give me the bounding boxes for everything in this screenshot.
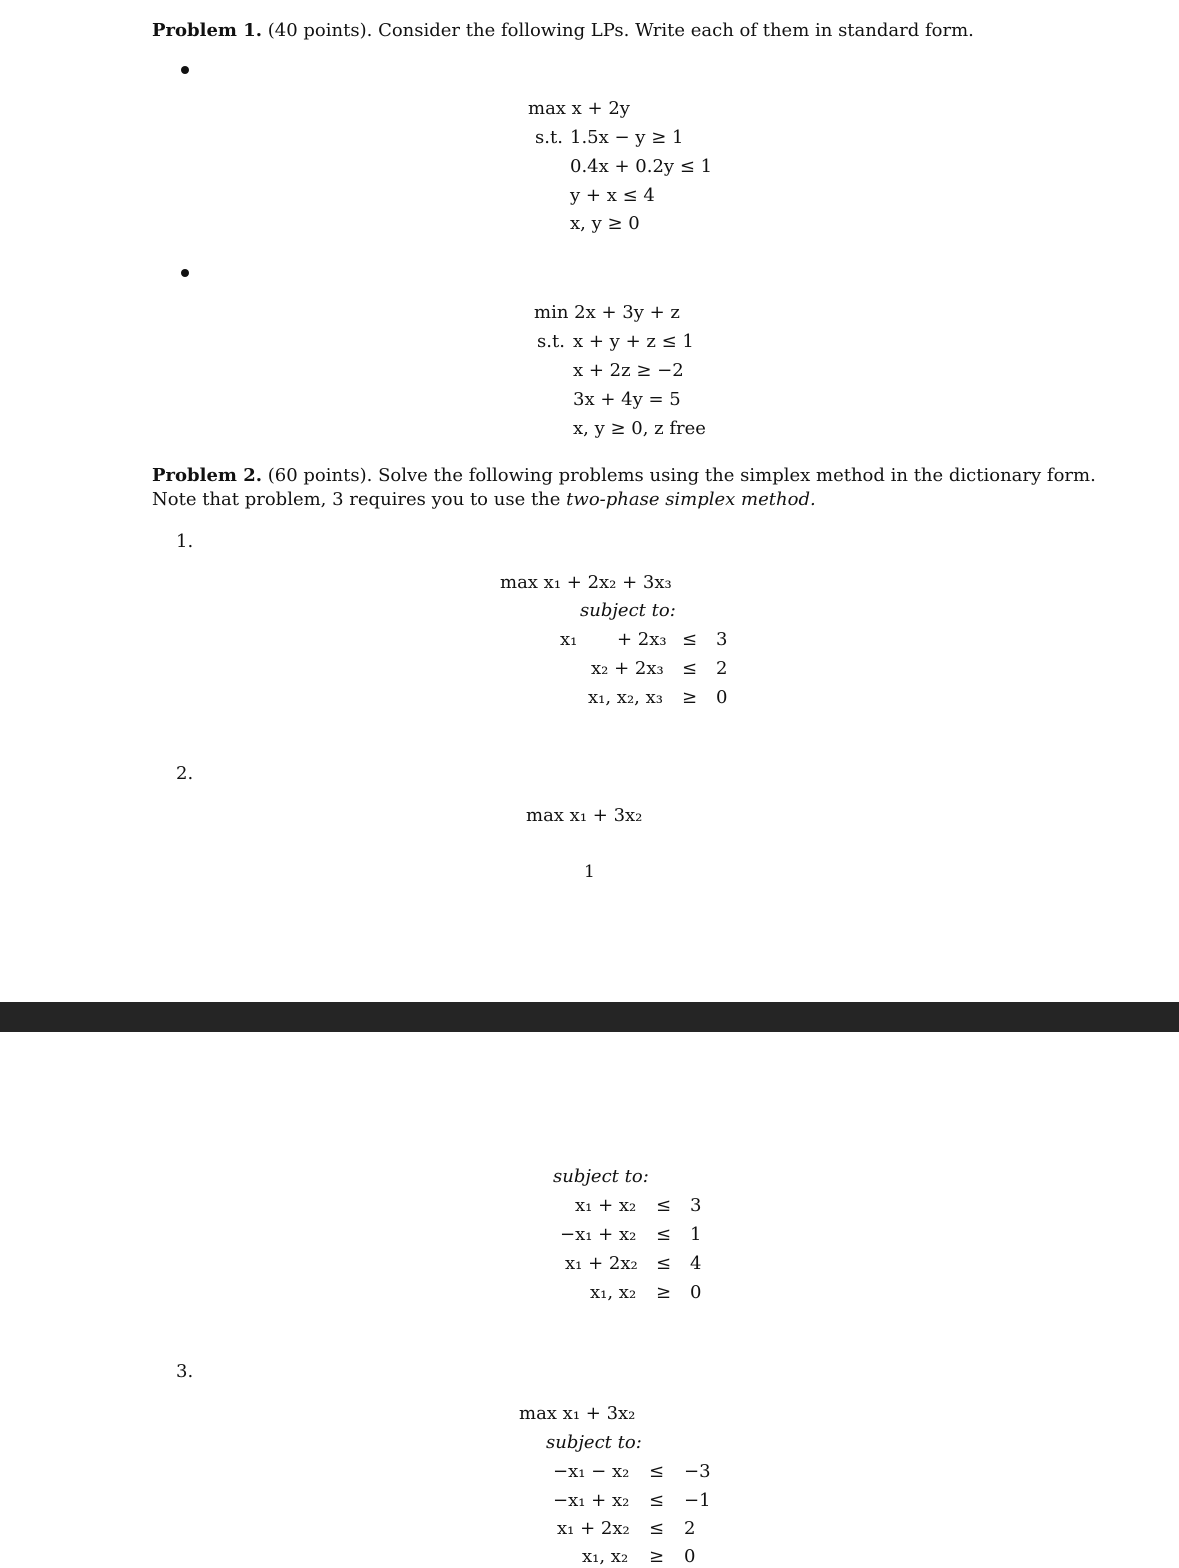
item1-row-rhs: 2 xyxy=(716,658,728,679)
lp-a-constraint: 0.4x + 0.2y ≤ 1 xyxy=(570,156,713,177)
item2-row-op: ≤ xyxy=(656,1224,672,1245)
item-number: 1. xyxy=(176,531,194,552)
bullet-icon xyxy=(181,269,189,277)
item2-row-rhs: 4 xyxy=(690,1253,702,1274)
problem2-note-emphasis: two-phase simplex method. xyxy=(566,489,816,510)
item-number: 2. xyxy=(176,763,194,784)
item3-row-op: ≤ xyxy=(649,1490,665,1511)
item2-row-rhs: 0 xyxy=(690,1282,702,1303)
item3-objective: max x₁ + 3x₂ xyxy=(519,1403,636,1424)
lp-b-st: s.t. xyxy=(537,331,565,352)
item3-row-rhs: 2 xyxy=(684,1518,696,1539)
bullet-icon xyxy=(181,66,189,74)
item1-row-lhs: + 2x₃ xyxy=(617,629,667,650)
problem2-note xyxy=(152,489,816,511)
item2-row-op: ≤ xyxy=(656,1253,672,1274)
lp-a-st: s.t. xyxy=(535,127,563,148)
item1-row-rhs: 3 xyxy=(716,629,728,650)
lp-b-constraint: 3x + 4y = 5 xyxy=(573,389,681,410)
item2-row-op: ≥ xyxy=(656,1282,672,1303)
item2-row-rhs: 3 xyxy=(690,1195,702,1216)
item1-row-x1: x₁ xyxy=(560,629,578,650)
item1-row-lhs: x₂ + 2x₃ xyxy=(591,658,664,679)
problem2-label: Problem 2. xyxy=(152,465,263,486)
item3-row-rhs: 0 xyxy=(684,1546,696,1567)
item1-row-op: ≤ xyxy=(682,658,698,679)
item3-row-lhs: x₁, x₂ xyxy=(582,1546,629,1567)
item2-subject-to: subject to: xyxy=(553,1166,649,1187)
page-number: 1 xyxy=(584,862,595,882)
item2-row-op: ≤ xyxy=(656,1195,672,1216)
item1-subject-to: subject to: xyxy=(580,600,676,621)
item2-row-lhs: x₁ + 2x₂ xyxy=(565,1253,638,1274)
item-number: 3. xyxy=(176,1361,194,1382)
problem2-heading xyxy=(152,465,1096,487)
item3-subject-to: subject to: xyxy=(546,1432,642,1453)
item2-row-lhs: x₁, x₂ xyxy=(590,1282,637,1303)
lp-a-objective: max x + 2y xyxy=(528,98,630,119)
problem2-points: (60 points). xyxy=(267,465,373,486)
item3-row-lhs: −x₁ − x₂ xyxy=(553,1461,630,1482)
lp-a-constraint: x, y ≥ 0 xyxy=(570,213,640,234)
item1-row-rhs: 0 xyxy=(716,687,728,708)
lp-b-constraint: x, y ≥ 0, z free xyxy=(573,418,706,439)
item3-row-op: ≤ xyxy=(649,1518,665,1539)
problem2-note-text: Note that problem, 3 requires you to use the xyxy=(152,489,561,510)
lp-a-constraint: y + x ≤ 4 xyxy=(570,185,655,206)
item3-row-rhs: −1 xyxy=(684,1490,711,1511)
item2-row-rhs: 1 xyxy=(690,1224,702,1245)
item1-row-op: ≥ xyxy=(682,687,698,708)
problem1-heading xyxy=(152,20,974,42)
page-divider xyxy=(0,1002,1179,1032)
item2-objective: max x₁ + 3x₂ xyxy=(526,805,643,826)
item1-row-lhs: x₁, x₂, x₃ xyxy=(588,687,663,708)
item3-row-lhs: −x₁ + x₂ xyxy=(553,1490,630,1511)
lp-b-objective: min 2x + 3y + z xyxy=(534,302,680,323)
problem2-text: Solve the following problems using the simplex method in the dictionary form. xyxy=(378,465,1096,486)
item3-row-op: ≥ xyxy=(649,1546,665,1567)
item2-row-lhs: −x₁ + x₂ xyxy=(560,1224,637,1245)
lp-b-constraint: x + 2z ≥ −2 xyxy=(573,360,684,381)
item2-row-lhs: x₁ + x₂ xyxy=(575,1195,637,1216)
problem1-label: Problem 1. xyxy=(152,20,263,41)
item1-objective: max x₁ + 2x₂ + 3x₃ xyxy=(500,572,672,593)
item1-row-op: ≤ xyxy=(682,629,698,650)
item3-row-lhs: x₁ + 2x₂ xyxy=(557,1518,630,1539)
problem1-text: Consider the following LPs. Write each of them in standard form. xyxy=(378,20,974,41)
item3-row-rhs: −3 xyxy=(684,1461,711,1482)
item3-row-op: ≤ xyxy=(649,1461,665,1482)
lp-a-constraint: 1.5x − y ≥ 1 xyxy=(570,127,684,148)
lp-b-constraint: x + y + z ≤ 1 xyxy=(573,331,694,352)
problem1-points: (40 points). xyxy=(267,20,373,41)
